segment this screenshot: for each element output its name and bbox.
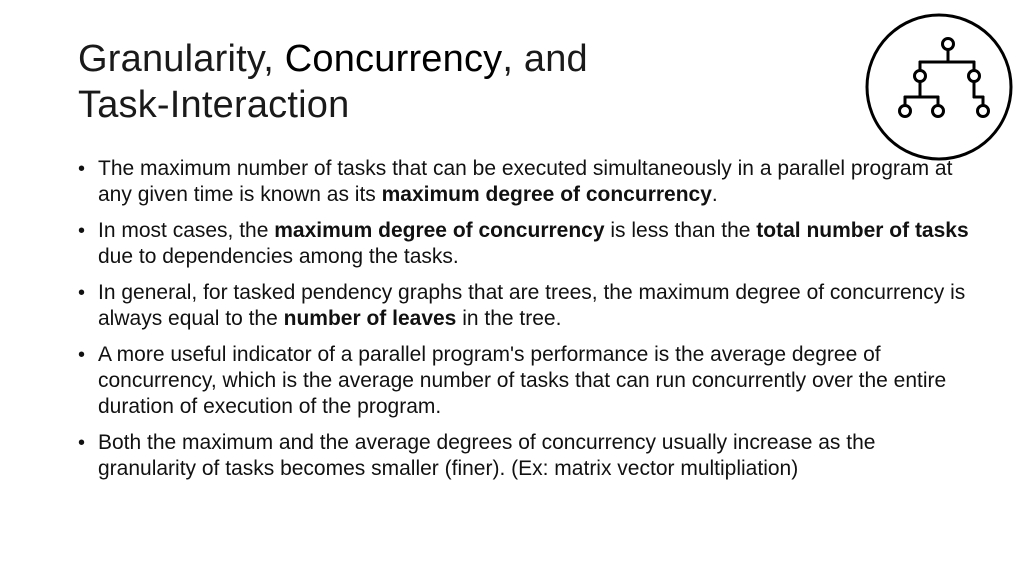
title-line-1 bbox=[78, 36, 838, 82]
bullet-text: The maximum number of tasks that can be executed simultaneously in a parallel program at any given time is known as its bbox=[98, 157, 953, 206]
bullet-dot: • bbox=[78, 432, 86, 454]
bullet-text: in the tree. bbox=[456, 307, 562, 330]
hierarchy-tree-icon bbox=[865, 13, 1013, 161]
bullet-list bbox=[78, 156, 978, 492]
bullet-bold-text: total number of tasks bbox=[756, 219, 969, 242]
bullet-item bbox=[78, 342, 978, 420]
slide-title bbox=[78, 36, 838, 128]
bullet-text: In most cases, the bbox=[98, 219, 275, 242]
bullet-dot: • bbox=[78, 282, 86, 304]
bullet-dot: • bbox=[78, 158, 86, 180]
bullet-bold-text: number of leaves bbox=[283, 307, 457, 330]
bullet-dot: • bbox=[78, 344, 86, 366]
title-line-2: Task-Interaction bbox=[78, 84, 350, 126]
bullet-bold-text: maximum degree of concurrency bbox=[381, 183, 712, 206]
title-part-3: , and bbox=[502, 38, 588, 80]
bullet-text: In general, for tasked pendency graphs that are trees, the maximum degree of concurrency is always equal to the bbox=[98, 281, 966, 330]
bullet-text: is less than the bbox=[604, 219, 757, 242]
bullet-text: . bbox=[711, 183, 718, 206]
bullet-dot: • bbox=[78, 220, 86, 242]
bullet-item bbox=[78, 430, 978, 482]
bullet-text: due to dependencies among the tasks. bbox=[98, 245, 459, 268]
title-part-2: Concurrency bbox=[284, 38, 503, 80]
bullet-item bbox=[78, 218, 978, 270]
bullet-text: A more useful indicator of a parallel program's performance is the average degree of concurrency, which is the average number of tasks that can run concurrently over the entire duration of execution of the program. bbox=[98, 343, 947, 418]
bullet-bold-text: maximum degree of concurrency bbox=[274, 219, 605, 242]
title-part-1: Granularity, bbox=[78, 38, 285, 80]
bullet-text: Both the maximum and the average degrees of concurrency usually increase as the granularity of tasks becomes smaller (finer). (Ex: matrix vector multipliation) bbox=[98, 431, 876, 480]
bullet-item bbox=[78, 156, 978, 208]
bullet-item bbox=[78, 280, 978, 332]
